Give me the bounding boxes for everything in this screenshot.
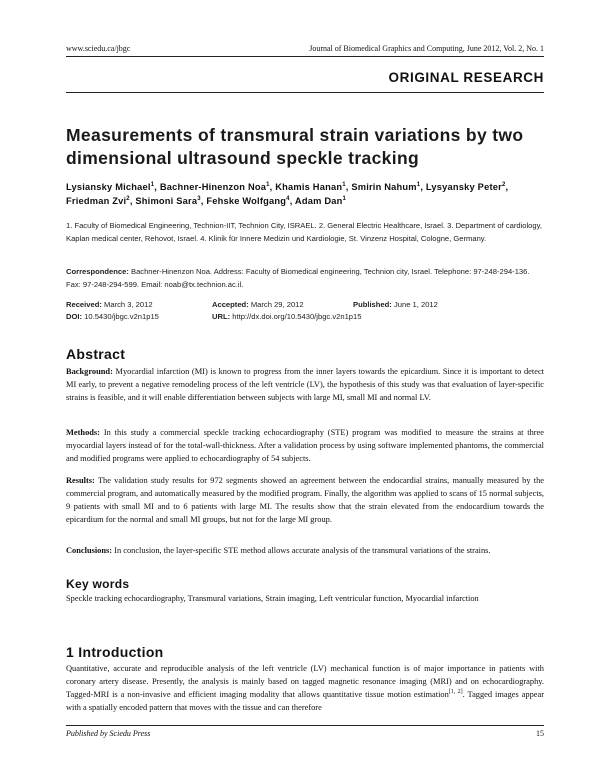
- correspondence-label: Correspondence:: [66, 267, 129, 276]
- received-value: March 3, 2012: [104, 300, 153, 309]
- author-name: Smirin Nahum: [351, 182, 417, 192]
- author-name: Bachner-Hinenzon Noa: [159, 182, 267, 192]
- author: [426, 182, 506, 192]
- footer-rule: [66, 725, 544, 726]
- section-rule: [66, 92, 544, 93]
- conclusions-text: In conclusion, the layer-specific STE method allows accurate analysis of the transmural variations of the strains.: [114, 546, 491, 555]
- abstract-heading: Abstract: [66, 346, 126, 362]
- background-text: Myocardial infarction (MI) is known to progress from the inner layers towards the epicardium. Since it is important to detect MI early, to prevent a negative remodeling process of the left ventricle (LV), the hypothesis of this study was that evaluation of layer-specific strains is feasible, and it will enable differentiation between subjects with large MI, small MI and normal LV.: [66, 367, 544, 402]
- author: [295, 196, 346, 206]
- footer-publisher: Published by Sciedu Press: [66, 729, 151, 738]
- abstract-conclusions: [66, 544, 544, 557]
- accepted-label: Accepted:: [212, 300, 249, 309]
- author-name: Lysiansky Michael: [66, 182, 151, 192]
- section-label: ORIGINAL RESEARCH: [388, 70, 544, 85]
- introduction-text-a: Quantitative, accurate and reproducible analysis of the left ventricle (LV) mechanical function is of major importance in patients with coronary artery disease. Presently, the analysis is mainly based on tagged magnetic resonance imaging (MRI) and on echocardiography. Tagged-MRI is a non-invasive and efficient imaging modality that allows quantitative tissue motion estimation: [66, 664, 544, 699]
- accepted-value: March 29, 2012: [250, 300, 304, 309]
- correspondence-text: Bachner-Hinenzon Noa. Address: Faculty of Biomedical engineering, Technion city, Israel. Telephone: 97-248-294-136. Fax: 97-248-294-599. Email: noab@tx.technion.ac.il.: [66, 267, 530, 289]
- url-link[interactable]: http://dx.doi.org/10.5430/jbgc.v2n1p15: [232, 312, 362, 321]
- author-list: Lysiansky Michael$^1$, Bachner-Hinenzon Noa$^1$, Khamis Hanan$^1$, Smirin Nahum$^1$, Lysyansky Peter$^2$, Friedman Zvi$^2$, Shimoni Sara$^3$, Fehske Wolfgang$^4$, Adam Dan$^1$: [66, 181, 509, 206]
- author-name: Adam Dan: [294, 196, 343, 206]
- background-label: Background:: [66, 367, 113, 376]
- author-affiliation-mark: 1: [266, 181, 270, 188]
- doi-value: 10.5430/jbgc.v2n1p15: [84, 312, 159, 321]
- author: [135, 196, 200, 206]
- published-value: June 1, 2012: [393, 300, 438, 309]
- author-affiliation-mark: 4: [286, 195, 290, 202]
- author-affiliation-mark: 1: [342, 181, 346, 188]
- methods-label: Methods:: [66, 428, 100, 437]
- author: [160, 182, 270, 192]
- author-name: Fehske Wolfgang: [206, 196, 287, 206]
- author: [206, 196, 289, 206]
- abstract-results: [66, 474, 544, 526]
- author-affiliation-mark: 3: [197, 195, 201, 202]
- header-rule: [66, 56, 544, 57]
- published-label: Published:: [353, 300, 392, 309]
- published-date: [353, 298, 438, 311]
- author-name: Friedman Zvi: [66, 196, 127, 206]
- author-affiliation-mark: 1: [416, 181, 421, 188]
- abstract-methods: [66, 426, 544, 465]
- introduction-heading: 1 Introduction: [66, 644, 164, 660]
- author-name: Khamis Hanan: [275, 182, 343, 192]
- author: [66, 196, 130, 206]
- introduction-text-b: . Tagged images appear with a spatially encoded pattern that moves with the tissue and can therefore: [66, 690, 544, 712]
- author-affiliation-mark: 1: [150, 181, 155, 188]
- author: [351, 182, 420, 192]
- keywords-text: Speckle tracking echocardiography, Transmural variations, Strain imaging, Left ventricular function, Myocardial infarction: [66, 594, 479, 603]
- url: [212, 310, 361, 323]
- correspondence: [66, 265, 544, 291]
- author-name: Lysyansky Peter: [425, 182, 502, 192]
- author-affiliation-mark: 1: [342, 195, 347, 202]
- author: [275, 182, 346, 192]
- keywords-heading: Key words: [66, 577, 130, 591]
- results-label: Results:: [66, 476, 95, 485]
- url-label: URL:: [212, 312, 231, 321]
- abstract-background: [66, 365, 544, 404]
- page-number: 15: [536, 729, 544, 738]
- conclusions-label: Conclusions:: [66, 546, 113, 555]
- paper-title: Measurements of transmural strain variations by two dimensional ultrasound speckle tracking: [66, 125, 524, 168]
- affiliations: 1. Faculty of Biomedical Engineering, Technion-IIT, Technion City, ISRAEL. 2. General Electric Healthcare, Israel. 3. Department of cardiology, Kaplan medical center, Rehovot, Israel. 4. Klinik für Innere Medizin und Kardiologie, St. Vinzenz Hospital, Cologne, Germany.: [66, 221, 542, 243]
- methods-text: In this study a commercial speckle tracking echocardiography (STE) program was modified to measure the strains at three myocardial layers instead of for the total-wall-thickness. After a validation process by using software implemented phantoms, the commercial and modified programs were applied to echocardiography of 54 subjects.: [66, 428, 544, 463]
- received-label: Received:: [66, 300, 102, 309]
- author-affiliation-mark: 2: [126, 195, 130, 202]
- header-site[interactable]: www.sciedu.ca/jbgc: [66, 44, 131, 53]
- author-name: Shimoni Sara: [135, 196, 198, 206]
- header-journal: Journal of Biomedical Graphics and Computing, June 2012, Vol. 2, No. 1: [309, 44, 544, 53]
- citation-ref[interactable]: [1, 2]: [448, 689, 463, 696]
- author: [66, 182, 154, 192]
- doi: [66, 310, 159, 323]
- results-text: The validation study results for 972 segments showed an agreement between the endocardial strains, manually measured by the commercial program, and automatically measured by the modified program. Finally, the algorithm was applied to scans of 15 normal subjects, 9 patients with small MI and to 6 patients with large MI. The results show that the strain elevated from the endocardium towards the epicardium for the normal and small MI groups, but not for the large MI group.: [66, 476, 545, 524]
- doi-label: DOI:: [66, 312, 83, 321]
- introduction-text: [66, 662, 544, 714]
- author-affiliation-mark: 2: [501, 181, 506, 188]
